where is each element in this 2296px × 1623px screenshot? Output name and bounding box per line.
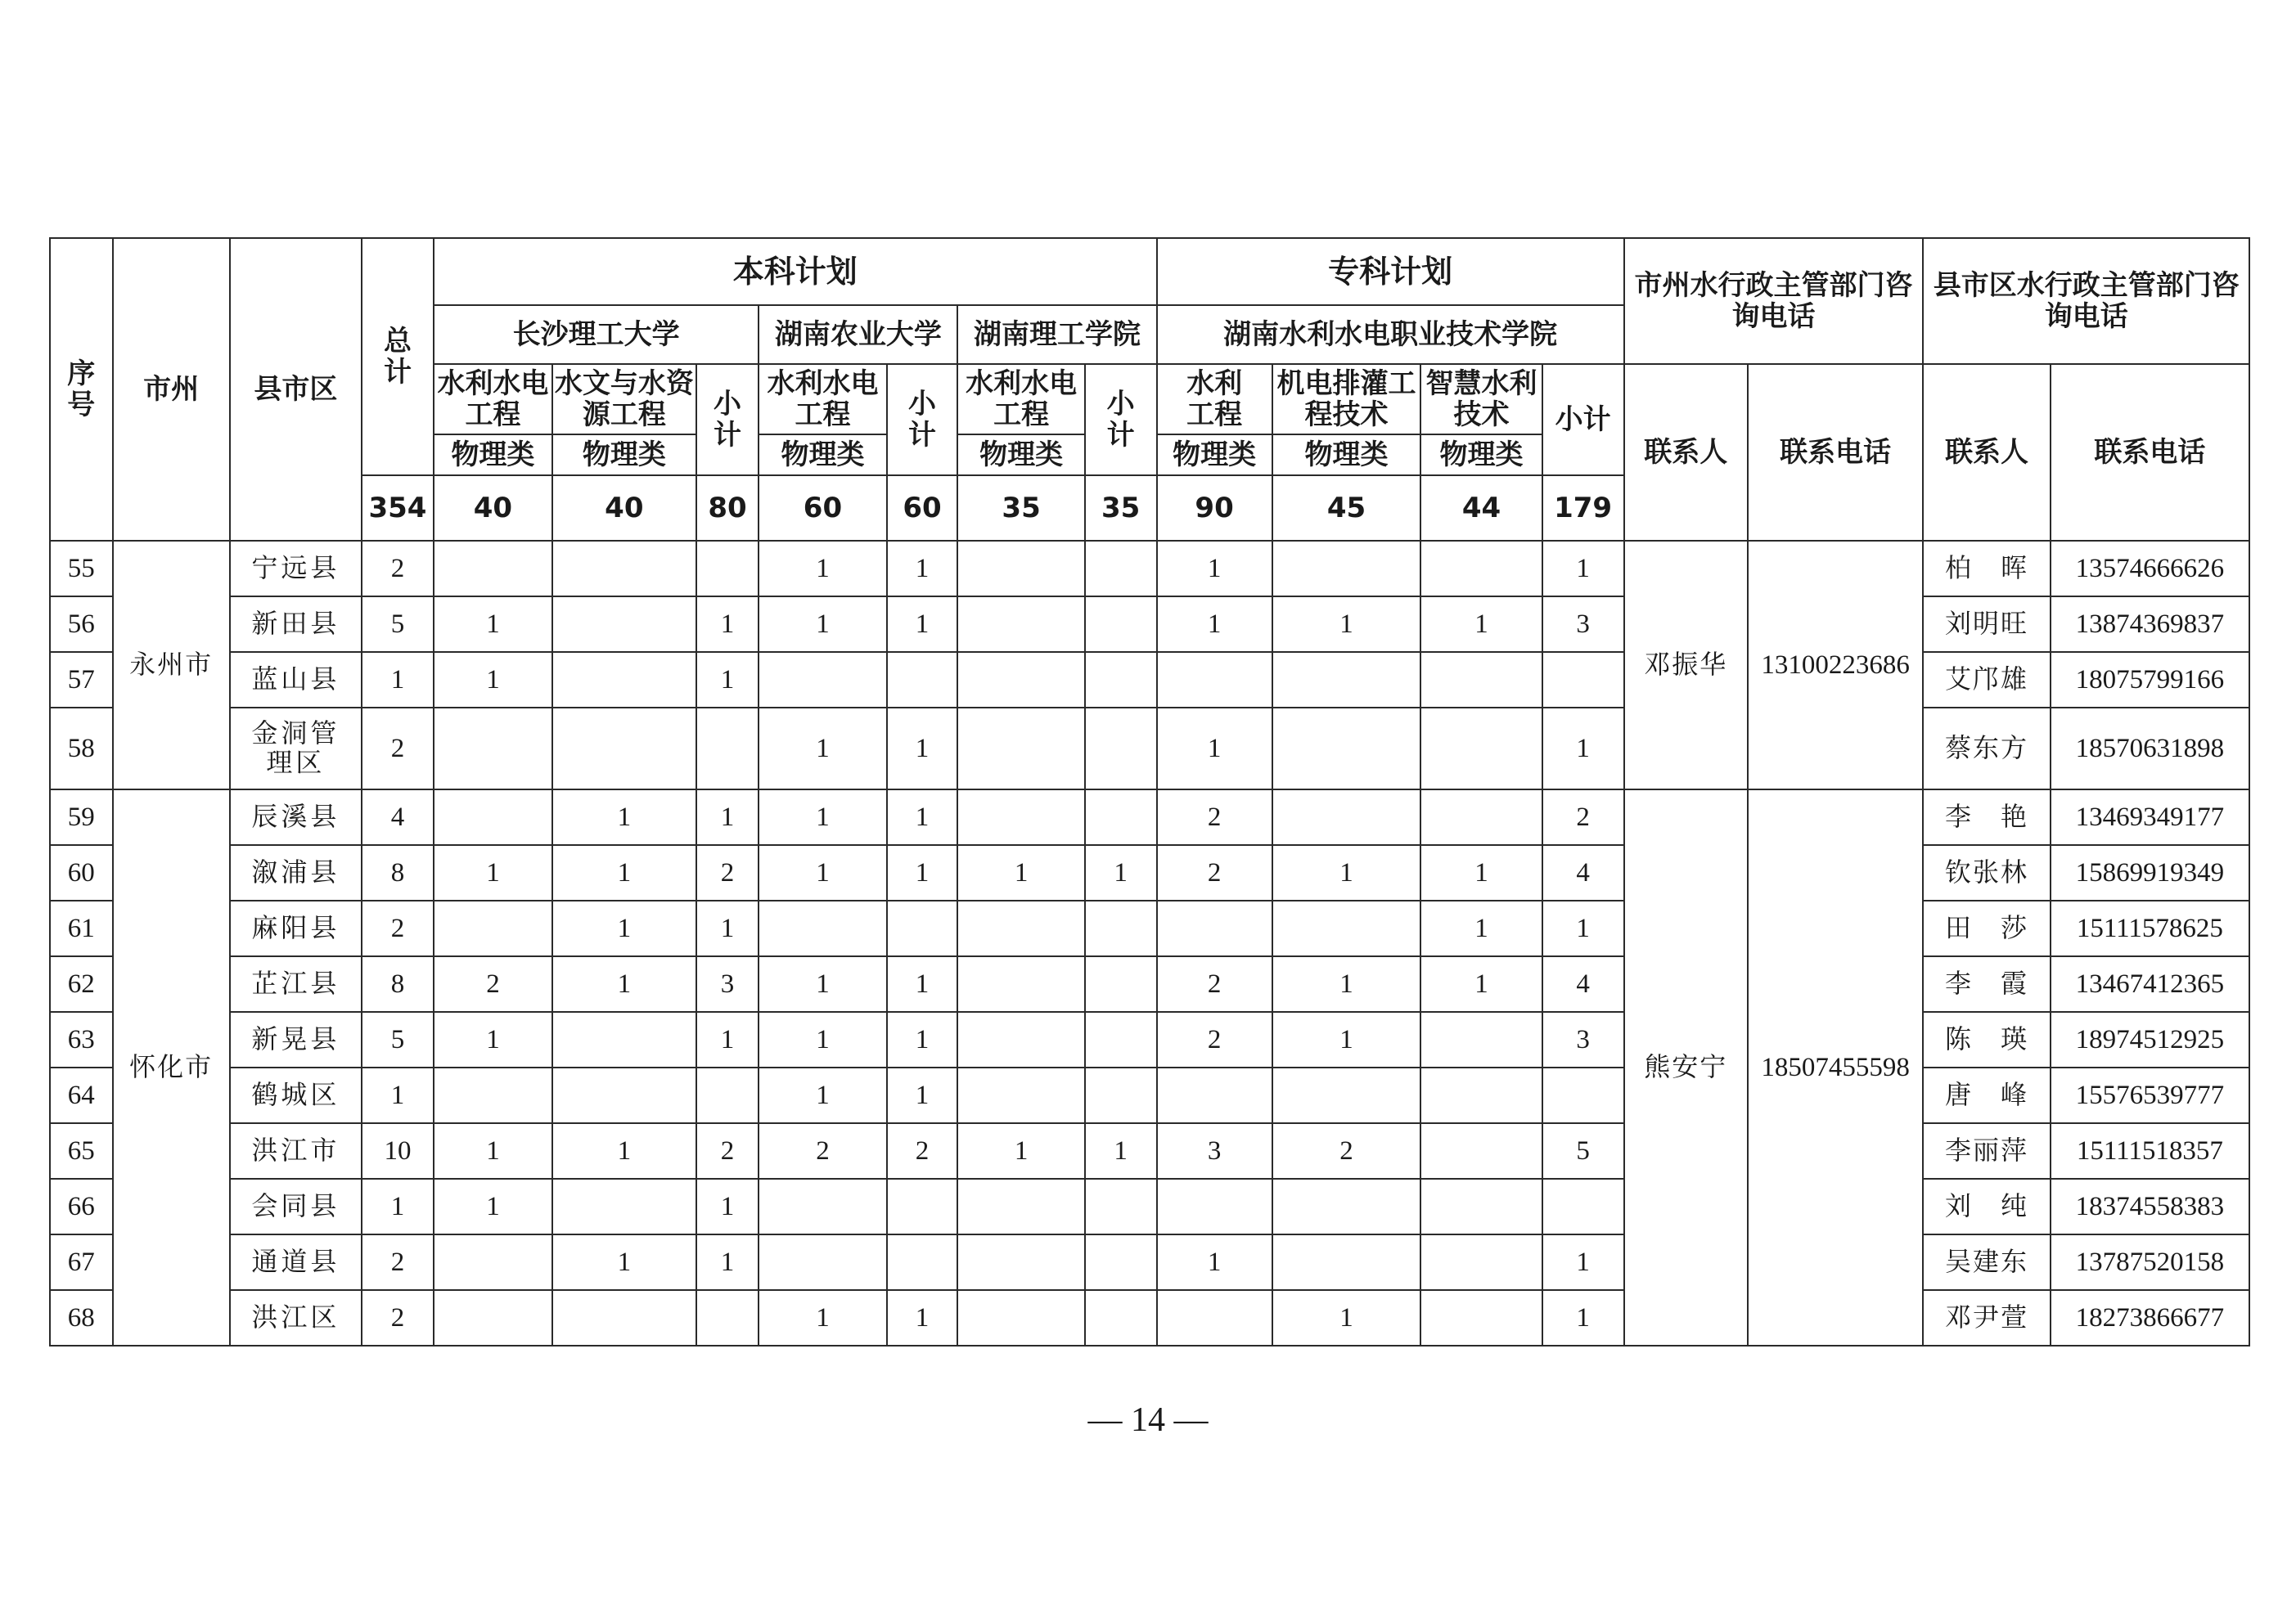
total-cell: 2 [362, 541, 434, 596]
county-contact-phone: 13574666626 [2051, 541, 2249, 596]
header-major: 水利水电工程 [759, 364, 886, 434]
county-cell: 芷江县 [230, 956, 362, 1012]
total-cell: 5 [362, 1012, 434, 1068]
count-cell [1085, 652, 1157, 708]
count-cell [552, 1290, 696, 1346]
count-cell: 1 [759, 789, 886, 845]
header-csust: 长沙理工大学 [434, 305, 759, 364]
count-cell [1420, 789, 1542, 845]
city-cell: 永州市 [113, 541, 230, 789]
county-contact-phone: 18075799166 [2051, 652, 2249, 708]
total-cell: 60 [759, 475, 886, 541]
count-cell [552, 1012, 696, 1068]
seq-cell: 56 [50, 596, 113, 652]
header-zhuanke-plan: 专科计划 [1157, 238, 1624, 305]
county-cell: 通道县 [230, 1234, 362, 1290]
header-category: 物理类 [759, 434, 886, 475]
count-cell: 4 [1542, 845, 1624, 901]
count-cell [434, 901, 552, 956]
count-cell [957, 1179, 1084, 1234]
seq-cell: 57 [50, 652, 113, 708]
count-cell [1420, 1179, 1542, 1234]
count-cell [1272, 652, 1421, 708]
county-cell: 溆浦县 [230, 845, 362, 901]
count-cell: 1 [1272, 1290, 1421, 1346]
count-cell: 1 [1542, 541, 1624, 596]
count-cell [1272, 541, 1421, 596]
county-cell: 鹤城区 [230, 1068, 362, 1123]
header-category: 物理类 [1272, 434, 1421, 475]
count-cell: 1 [552, 1234, 696, 1290]
county-contact-person: 邓尹萱 [1923, 1290, 2050, 1346]
count-cell: 2 [759, 1123, 886, 1179]
county-contact-person: 陈 瑛 [1923, 1012, 2050, 1068]
county-contact-person: 李丽萍 [1923, 1123, 2050, 1179]
count-cell [1542, 1068, 1624, 1123]
count-cell [1085, 1012, 1157, 1068]
count-cell: 1 [1272, 1012, 1421, 1068]
count-cell [696, 708, 759, 789]
count-cell [759, 652, 886, 708]
header-subtotal: 小计 [696, 364, 759, 475]
count-cell [1272, 901, 1421, 956]
count-cell [957, 652, 1084, 708]
count-cell [957, 1234, 1084, 1290]
count-cell [696, 541, 759, 596]
city-contact-person: 邓振华 [1624, 541, 1748, 789]
county-contact-phone: 18273866677 [2051, 1290, 2249, 1346]
header-category: 物理类 [552, 434, 696, 475]
count-cell: 1 [759, 1290, 886, 1346]
count-cell [1085, 1068, 1157, 1123]
count-cell [759, 901, 886, 956]
count-cell [1085, 596, 1157, 652]
count-cell [696, 1068, 759, 1123]
count-cell [887, 1234, 958, 1290]
header-subtotal: 小计 [1542, 364, 1624, 475]
page-number: — 14 — [1087, 1401, 1209, 1439]
count-cell: 3 [1542, 596, 1624, 652]
count-cell: 1 [1272, 845, 1421, 901]
count-cell [887, 652, 958, 708]
header-county-contact: 县市区水行政主管部门咨询电话 [1923, 238, 2249, 364]
county-contact-person: 唐 峰 [1923, 1068, 2050, 1123]
total-cell: 40 [552, 475, 696, 541]
plan-table [49, 237, 2250, 1347]
count-cell [434, 541, 552, 596]
count-cell [1085, 901, 1157, 956]
county-contact-phone: 18974512925 [2051, 1012, 2249, 1068]
count-cell: 1 [759, 708, 886, 789]
count-cell: 1 [1157, 596, 1272, 652]
count-cell [552, 596, 696, 652]
county-contact-person: 蔡东方 [1923, 708, 2050, 789]
header-major: 水文与水资源工程 [552, 364, 696, 434]
count-cell: 1 [552, 845, 696, 901]
count-cell [434, 1234, 552, 1290]
county-cell: 新田县 [230, 596, 362, 652]
city-contact-person: 熊安宁 [1624, 789, 1748, 1346]
count-cell: 2 [1542, 789, 1624, 845]
count-cell: 1 [1272, 956, 1421, 1012]
count-cell [1085, 1179, 1157, 1234]
count-cell: 2 [696, 845, 759, 901]
count-cell [1420, 1234, 1542, 1290]
count-cell [1420, 1012, 1542, 1068]
seq-cell: 58 [50, 708, 113, 789]
count-cell: 1 [434, 596, 552, 652]
count-cell [957, 1068, 1084, 1123]
count-cell [1272, 1234, 1421, 1290]
county-cell: 金洞管理区 [230, 708, 362, 789]
seq-cell: 62 [50, 956, 113, 1012]
count-cell [957, 1290, 1084, 1346]
count-cell [1272, 789, 1421, 845]
count-cell: 1 [887, 1290, 958, 1346]
count-cell [434, 1290, 552, 1346]
count-cell [1157, 652, 1272, 708]
count-cell [1272, 708, 1421, 789]
total-cell: 2 [362, 708, 434, 789]
county-cell: 新晃县 [230, 1012, 362, 1068]
count-cell: 1 [887, 845, 958, 901]
count-cell: 1 [1157, 708, 1272, 789]
county-cell: 会同县 [230, 1179, 362, 1234]
count-cell: 1 [434, 1123, 552, 1179]
count-cell: 1 [759, 1012, 886, 1068]
total-cell: 35 [1085, 475, 1157, 541]
count-cell: 1 [887, 708, 958, 789]
count-cell: 1 [1085, 1123, 1157, 1179]
count-cell: 1 [1085, 845, 1157, 901]
count-cell: 1 [957, 845, 1084, 901]
county-contact-phone: 15111518357 [2051, 1123, 2249, 1179]
total-cell: 1 [362, 1068, 434, 1123]
city-contact-phone: 18507455598 [1748, 789, 1924, 1346]
header-major: 智慧水利技术 [1420, 364, 1542, 434]
count-cell: 1 [696, 901, 759, 956]
header-contact-person: 联系人 [1624, 364, 1748, 541]
seq-cell: 59 [50, 789, 113, 845]
total-cell: 40 [434, 475, 552, 541]
county-contact-person: 吴建东 [1923, 1234, 2050, 1290]
count-cell [696, 1290, 759, 1346]
count-cell: 2 [1157, 845, 1272, 901]
count-cell: 1 [759, 845, 886, 901]
count-cell: 2 [1272, 1123, 1421, 1179]
county-cell: 辰溪县 [230, 789, 362, 845]
county-contact-phone: 13787520158 [2051, 1234, 2249, 1290]
header-seq: 序号 [50, 238, 113, 541]
count-cell: 3 [1157, 1123, 1272, 1179]
city-contact-phone: 13100223686 [1748, 541, 1924, 789]
county-cell: 麻阳县 [230, 901, 362, 956]
count-cell: 1 [696, 596, 759, 652]
count-cell: 3 [1542, 1012, 1624, 1068]
count-cell [1272, 1179, 1421, 1234]
header-major: 水利水电工程 [957, 364, 1084, 434]
count-cell [1420, 1068, 1542, 1123]
count-cell: 1 [1542, 1234, 1624, 1290]
count-cell [957, 956, 1084, 1012]
total-cell: 179 [1542, 475, 1624, 541]
total-cell: 10 [362, 1123, 434, 1179]
total-cell: 8 [362, 956, 434, 1012]
count-cell: 2 [1157, 789, 1272, 845]
seq-cell: 67 [50, 1234, 113, 1290]
count-cell [1420, 541, 1542, 596]
count-cell: 1 [1420, 956, 1542, 1012]
count-cell: 1 [759, 956, 886, 1012]
count-cell [1272, 1068, 1421, 1123]
header-contact-person: 联系人 [1923, 364, 2050, 541]
count-cell: 3 [696, 956, 759, 1012]
count-cell [552, 541, 696, 596]
header-category: 物理类 [957, 434, 1084, 475]
seq-cell: 66 [50, 1179, 113, 1234]
count-cell: 1 [1420, 901, 1542, 956]
count-cell: 1 [887, 541, 958, 596]
county-cell: 洪江区 [230, 1290, 362, 1346]
county-contact-phone: 15869919349 [2051, 845, 2249, 901]
total-cell: 80 [696, 475, 759, 541]
count-cell: 1 [434, 1012, 552, 1068]
count-cell: 1 [1157, 541, 1272, 596]
count-cell [957, 1012, 1084, 1068]
count-cell: 1 [887, 789, 958, 845]
seq-cell: 65 [50, 1123, 113, 1179]
count-cell [957, 901, 1084, 956]
county-cell: 宁远县 [230, 541, 362, 596]
header-contact-phone: 联系电话 [2051, 364, 2249, 541]
county-contact-phone: 18570631898 [2051, 708, 2249, 789]
county-contact-phone: 13469349177 [2051, 789, 2249, 845]
total-cell: 8 [362, 845, 434, 901]
total-cell: 90 [1157, 475, 1272, 541]
count-cell [434, 708, 552, 789]
count-cell [887, 901, 958, 956]
count-cell [1085, 708, 1157, 789]
county-contact-person: 钦张林 [1923, 845, 2050, 901]
count-cell: 1 [957, 1123, 1084, 1179]
county-contact-person: 刘明旺 [1923, 596, 2050, 652]
seq-cell: 68 [50, 1290, 113, 1346]
count-cell: 1 [1420, 845, 1542, 901]
county-contact-person: 李 霞 [1923, 956, 2050, 1012]
count-cell: 4 [1542, 956, 1624, 1012]
count-cell: 1 [759, 541, 886, 596]
seq-cell: 63 [50, 1012, 113, 1068]
county-contact-person: 刘 纯 [1923, 1179, 2050, 1234]
count-cell: 1 [434, 1179, 552, 1234]
header-hunau: 湖南农业大学 [759, 305, 957, 364]
count-cell [1085, 1290, 1157, 1346]
count-cell: 1 [887, 596, 958, 652]
count-cell [957, 596, 1084, 652]
header-major: 机电排灌工程技术 [1272, 364, 1421, 434]
county-cell: 洪江市 [230, 1123, 362, 1179]
count-cell: 1 [434, 845, 552, 901]
count-cell [1420, 1290, 1542, 1346]
count-cell [1542, 1179, 1624, 1234]
header-county: 县市区 [230, 238, 362, 541]
count-cell: 1 [696, 1012, 759, 1068]
seq-cell: 64 [50, 1068, 113, 1123]
count-cell [1085, 541, 1157, 596]
table-row [50, 789, 2249, 845]
city-cell: 怀化市 [113, 789, 230, 1346]
county-contact-phone: 18374558383 [2051, 1179, 2249, 1234]
total-cell: 35 [957, 475, 1084, 541]
count-cell [552, 652, 696, 708]
count-cell: 1 [759, 596, 886, 652]
header-benke-plan: 本科计划 [434, 238, 1157, 305]
count-cell: 1 [1420, 596, 1542, 652]
total-cell: 2 [362, 901, 434, 956]
county-contact-phone: 15576539777 [2051, 1068, 2249, 1123]
header-category: 物理类 [434, 434, 552, 475]
header-category: 物理类 [1157, 434, 1272, 475]
count-cell [1420, 652, 1542, 708]
header-contact-phone: 联系电话 [1748, 364, 1924, 541]
count-cell [1542, 652, 1624, 708]
count-cell [759, 1179, 886, 1234]
total-cell: 2 [362, 1290, 434, 1346]
count-cell [957, 789, 1084, 845]
total-cell: 5 [362, 596, 434, 652]
count-cell: 1 [434, 652, 552, 708]
table-row [50, 541, 2249, 596]
count-cell [552, 1068, 696, 1123]
count-cell: 1 [1542, 1290, 1624, 1346]
count-cell [1085, 956, 1157, 1012]
total-cell: 44 [1420, 475, 1542, 541]
count-cell: 1 [887, 1068, 958, 1123]
total-cell: 1 [362, 652, 434, 708]
count-cell [552, 708, 696, 789]
total-cell: 1 [362, 1179, 434, 1234]
count-cell [957, 541, 1084, 596]
header-subtotal: 小计 [1085, 364, 1157, 475]
total-cell: 45 [1272, 475, 1421, 541]
total-cell: 2 [362, 1234, 434, 1290]
seq-cell: 55 [50, 541, 113, 596]
header-major: 水利水电工程 [434, 364, 552, 434]
total-cell: 60 [887, 475, 958, 541]
county-contact-phone: 13874369837 [2051, 596, 2249, 652]
header-total: 总计 [362, 238, 434, 475]
count-cell [957, 708, 1084, 789]
count-cell: 1 [696, 652, 759, 708]
count-cell: 1 [552, 956, 696, 1012]
count-cell: 1 [1542, 708, 1624, 789]
county-cell: 蓝山县 [230, 652, 362, 708]
count-cell [887, 1179, 958, 1234]
count-cell: 2 [887, 1123, 958, 1179]
header-major: 水利工程 [1157, 364, 1272, 434]
seq-cell: 60 [50, 845, 113, 901]
header-city: 市州 [113, 238, 230, 541]
count-cell: 1 [887, 1012, 958, 1068]
count-cell: 2 [434, 956, 552, 1012]
header-category: 物理类 [1420, 434, 1542, 475]
count-cell: 2 [1157, 956, 1272, 1012]
count-cell [1420, 708, 1542, 789]
county-contact-phone: 13467412365 [2051, 956, 2249, 1012]
count-cell: 1 [1272, 596, 1421, 652]
count-cell: 2 [1157, 1012, 1272, 1068]
county-contact-person: 田 莎 [1923, 901, 2050, 956]
count-cell [1420, 1123, 1542, 1179]
count-cell: 1 [1542, 901, 1624, 956]
count-cell: 1 [696, 1179, 759, 1234]
header-city-contact: 市州水行政主管部门咨询电话 [1624, 238, 1924, 364]
header-hnwrev: 湖南水利水电职业技术学院 [1157, 305, 1624, 364]
county-contact-person: 柏 晖 [1923, 541, 2050, 596]
count-cell [1085, 1234, 1157, 1290]
count-cell: 1 [552, 901, 696, 956]
count-cell [552, 1179, 696, 1234]
count-cell: 1 [1157, 1234, 1272, 1290]
count-cell [1085, 789, 1157, 845]
count-cell: 5 [1542, 1123, 1624, 1179]
total-cell: 4 [362, 789, 434, 845]
header-hnist: 湖南理工学院 [957, 305, 1156, 364]
count-cell [1157, 1179, 1272, 1234]
county-contact-person: 李 艳 [1923, 789, 2050, 845]
total-cell: 354 [362, 475, 434, 541]
count-cell [434, 789, 552, 845]
count-cell [759, 1234, 886, 1290]
count-cell [434, 1068, 552, 1123]
count-cell: 1 [887, 956, 958, 1012]
seq-cell: 61 [50, 901, 113, 956]
count-cell: 2 [696, 1123, 759, 1179]
count-cell: 1 [696, 1234, 759, 1290]
county-contact-phone: 15111578625 [2051, 901, 2249, 956]
county-contact-person: 艾邝雄 [1923, 652, 2050, 708]
count-cell: 1 [696, 789, 759, 845]
count-cell: 1 [552, 789, 696, 845]
count-cell [1157, 901, 1272, 956]
count-cell [1157, 1068, 1272, 1123]
count-cell: 1 [759, 1068, 886, 1123]
count-cell: 1 [552, 1123, 696, 1179]
header-subtotal: 小计 [887, 364, 958, 475]
table-body [50, 541, 2249, 1346]
count-cell [1157, 1290, 1272, 1346]
